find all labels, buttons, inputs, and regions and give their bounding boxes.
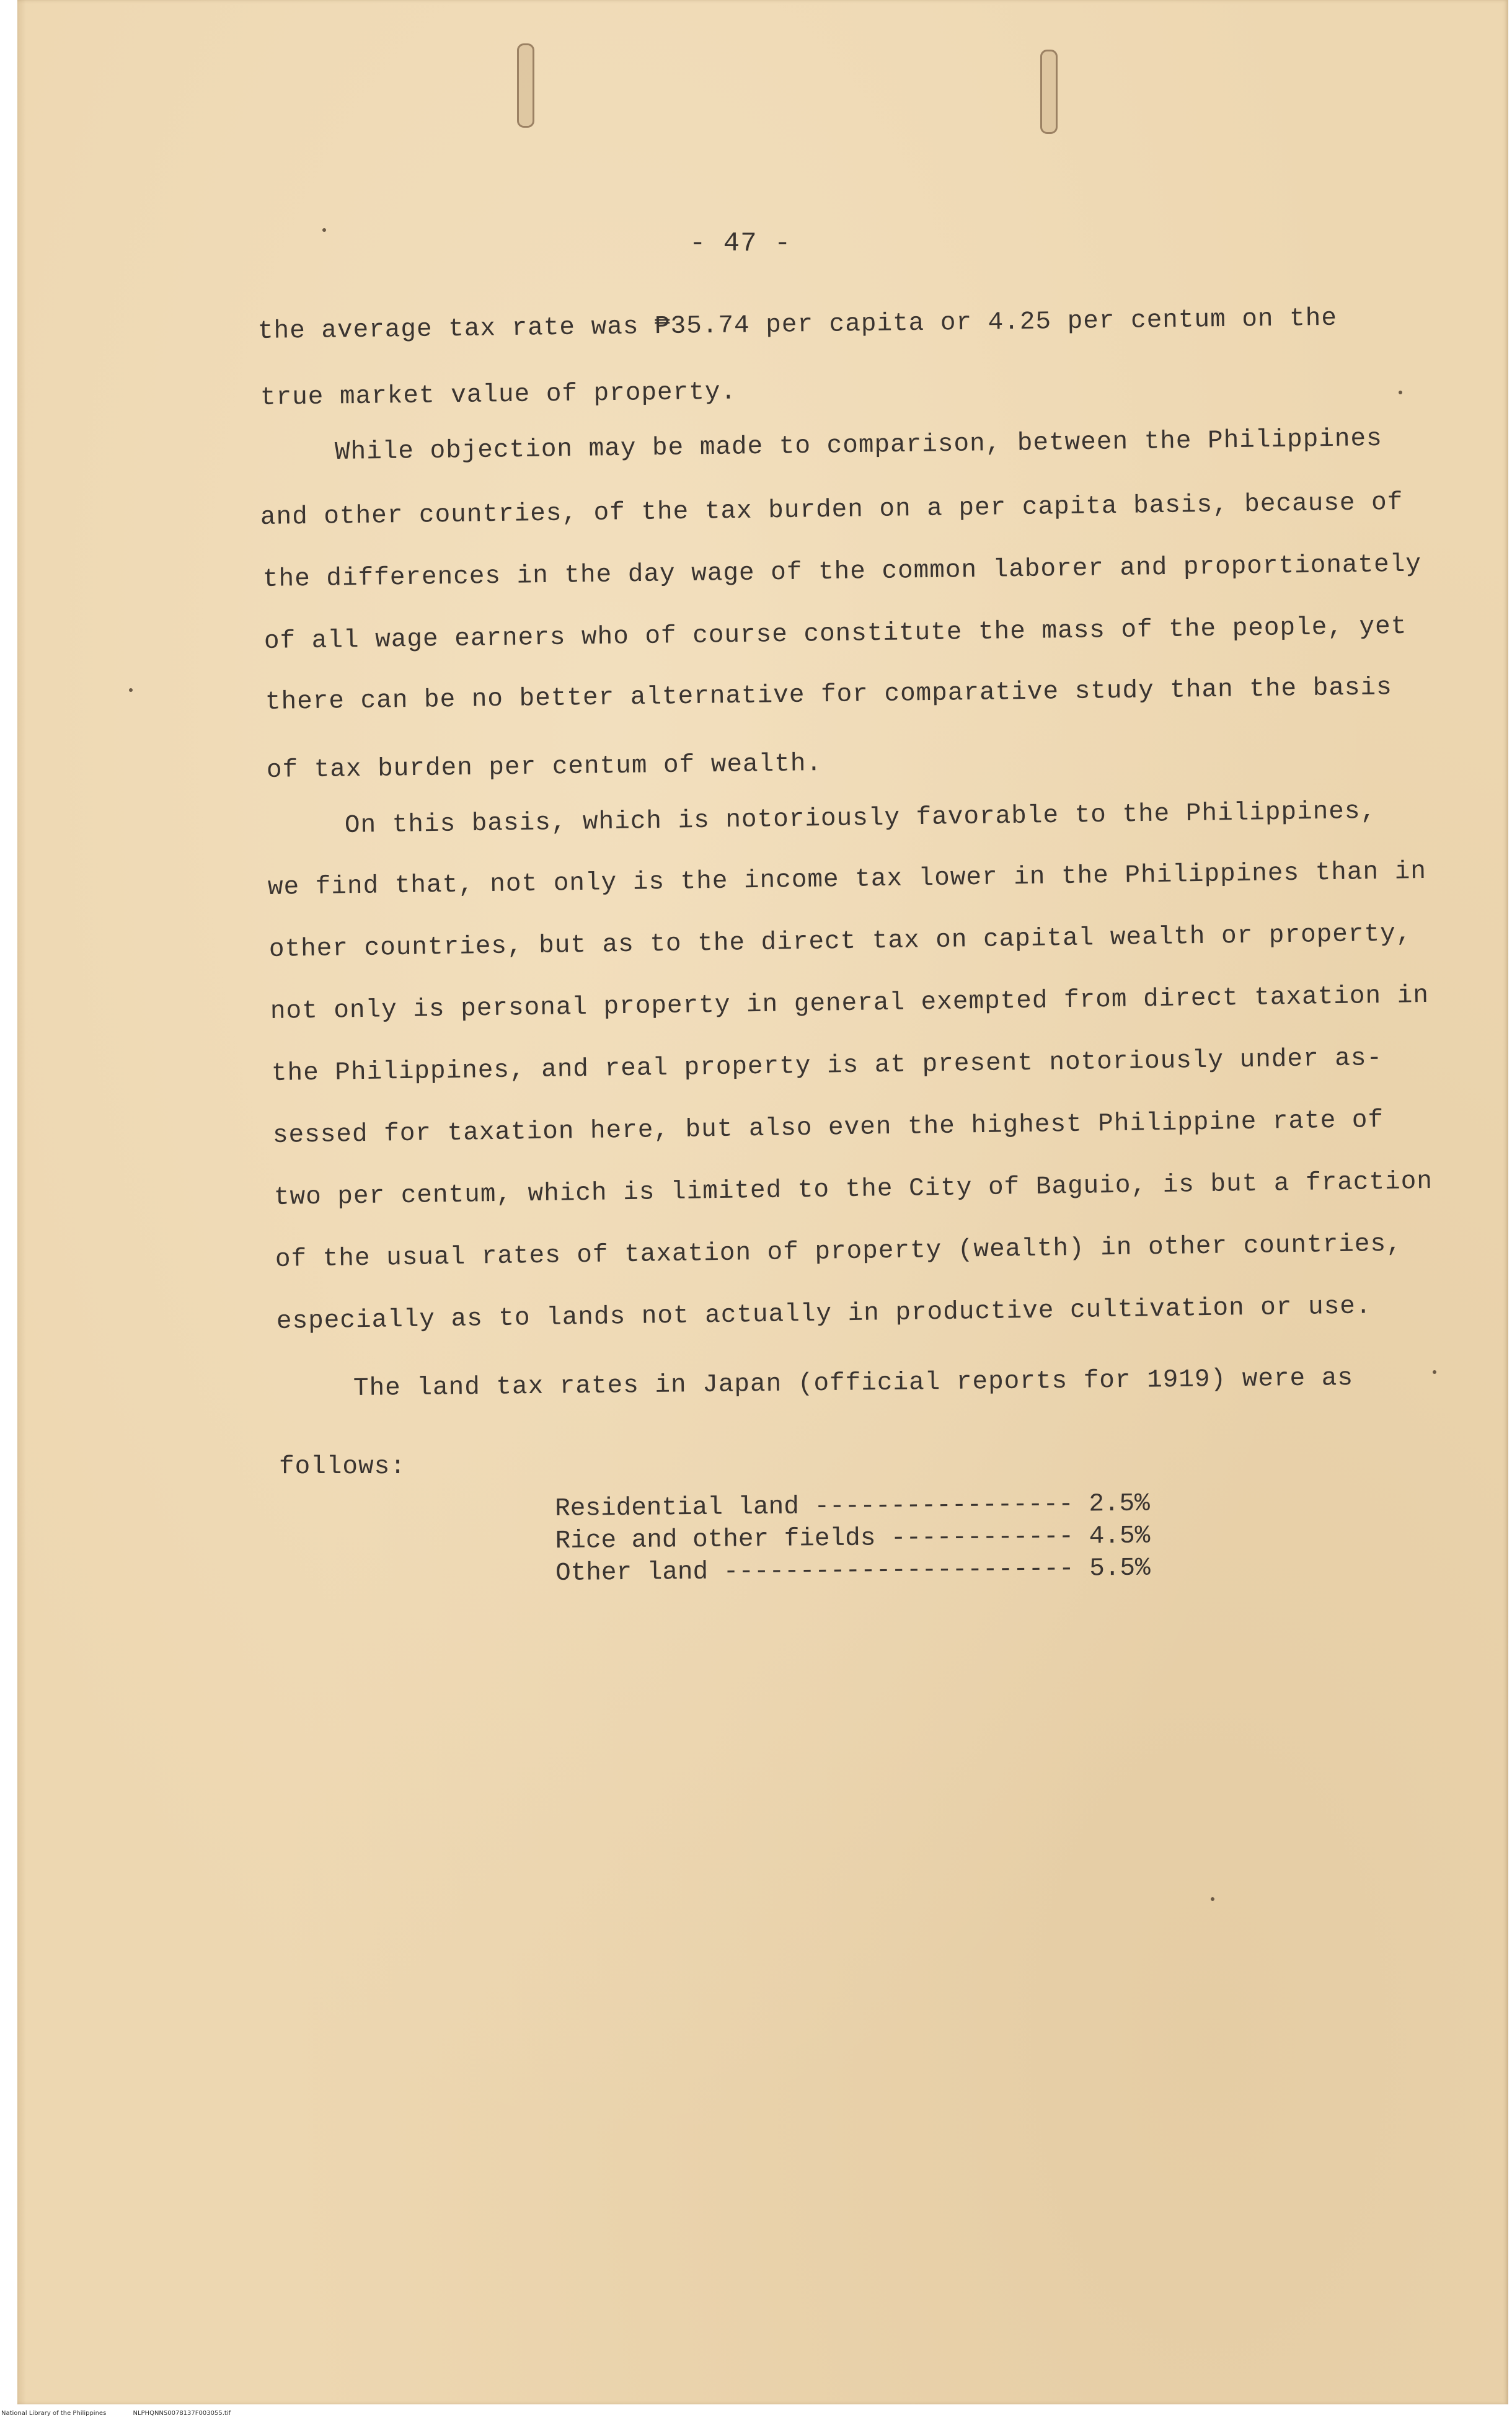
- body-line: two per centum, which is limited to the City of Baguio, is but a fraction: [273, 1167, 1433, 1212]
- binding-hole-left: [517, 43, 534, 128]
- body-line: there can be no better alternative for comparative study than the basis: [265, 673, 1393, 717]
- binding-hole-right: [1040, 50, 1058, 134]
- body-line: of all wage earners who of course constitute the mass of the people, yet: [263, 612, 1407, 656]
- land-tax-rates-table: [555, 1488, 1151, 1590]
- page-number: - 47 -: [689, 228, 792, 259]
- rate-row-rice-fields: [555, 1520, 1150, 1557]
- body-line: sessed for taxation here, but also even the highest Philippine rate of: [272, 1105, 1384, 1150]
- rate-leader: ------------: [875, 1522, 1090, 1553]
- paper-speck: [1433, 1370, 1436, 1374]
- paper-speck: [1399, 391, 1402, 394]
- body-line: the Philippines, and real property is at present notoriously under as-: [271, 1043, 1383, 1088]
- rate-row-residential: [555, 1488, 1150, 1525]
- rate-label: Residential land: [555, 1492, 800, 1523]
- scan-footer: [1, 2410, 255, 2417]
- body-line: true market value of property.: [260, 378, 737, 412]
- paper-speck: [129, 688, 133, 692]
- body-line: the average tax rate was ₱35.74 per capita or 4.25 per centum on the: [257, 304, 1338, 346]
- rate-value: 2.5%: [1089, 1489, 1150, 1519]
- body-line: especially as to lands not actually in productive cultivation or use.: [276, 1292, 1372, 1336]
- body-line: and other countries, of the tax burden on a per capita basis, because of: [260, 488, 1404, 532]
- body-line: The land tax rates in Japan (official reports for 1919) were as: [353, 1364, 1354, 1403]
- rate-label: Other land: [555, 1557, 709, 1588]
- body-line: other countries, but as to the direct tax on capital wealth or property,: [268, 919, 1412, 964]
- rate-value: 5.5%: [1089, 1554, 1151, 1583]
- body-line: of the usual rates of taxation of property (wealth) in other countries,: [275, 1229, 1403, 1274]
- rate-leader: -----------------------: [707, 1554, 1090, 1587]
- body-line: not only is personal property in general exempted from direct taxation in: [270, 981, 1430, 1026]
- rate-leader: -----------------: [798, 1490, 1089, 1521]
- rate-label: Rice and other fields: [555, 1524, 876, 1556]
- body-line: the differences in the day wage of the common laborer and proportionately: [262, 550, 1422, 594]
- body-line: of tax burden per centum of wealth.: [266, 750, 823, 785]
- rate-value: 4.5%: [1089, 1521, 1151, 1551]
- archive-name: National Library of the Philippines: [1, 2410, 107, 2417]
- body-line: we find that, not only is the income tax lower in the Philippines than in: [267, 857, 1427, 902]
- paper-speck: [1211, 1897, 1214, 1901]
- body-line: follows:: [279, 1453, 406, 1481]
- rate-row-other-land: [555, 1552, 1151, 1590]
- paper-speck: [322, 228, 326, 232]
- file-id: NLPHQNNS0078137F003055.tif: [133, 2410, 231, 2417]
- body-line: While objection may be made to comparison, between the Philippines: [334, 424, 1383, 467]
- body-line: On this basis, which is notoriously favorable to the Philippines,: [344, 797, 1377, 840]
